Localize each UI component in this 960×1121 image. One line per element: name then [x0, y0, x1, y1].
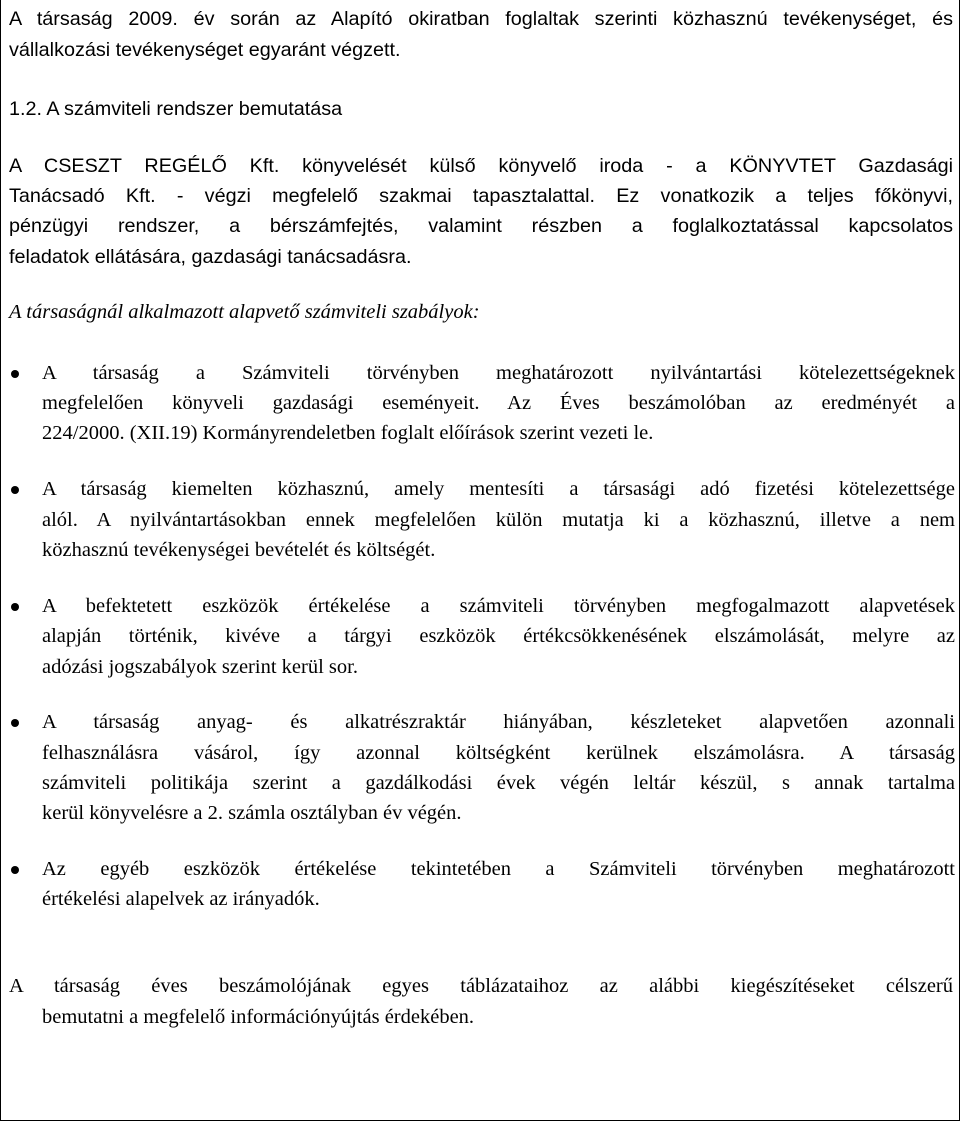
bullet-3-line-1: A befektetett eszközök értékelése a számviteli törvényben megfogalmazott alapvetések [42, 595, 955, 617]
accounting-line-3: pénzügyi rendszer, a bérszámfejtés, valamint részben a foglalkoztatással kapcsolatos [9, 215, 953, 237]
closing-line-1: A társaság éves beszámolójának egyes táblázataihoz az alábbi kiegészítéseket célszerű [9, 975, 953, 997]
bullet-dot [11, 866, 19, 874]
bullet-1-line-3: 224/2000. (XII.19) Kormányrendeletben foglalt előírások szerint vezeti le. [42, 422, 654, 444]
bullet-dot [11, 486, 19, 494]
bullet-2-line-2: alól. A nyilvántartásokban ennek megfelelően külön mutatja ki a közhasznú, illetve a nem [42, 509, 955, 531]
bullet-dot [11, 603, 19, 611]
rules-heading: A társaságnál alkalmazott alapvető számviteli szabályok: [9, 301, 480, 323]
bullet-1-line-1: A társaság a Számviteli törvényben meghatározott nyilvántartási kötelezettségeknek [42, 362, 955, 384]
section-heading: 1.2. A számviteli rendszer bemutatása [9, 98, 343, 120]
bullet-4-line-2: felhasználásra vásárol, így azonnal költségként kerülnek elszámolásra. A társaság [42, 742, 955, 764]
bullet-4-line-1: A társaság anyag- és alkatrészraktár hiányában, készleteket alapvetően azonnali [42, 711, 955, 733]
bullet-2-line-1: A társaság kiemelten közhasznú, amely mentesíti a társasági adó fizetési kötelezettsége [42, 478, 955, 500]
bullet-4-line-4: kerül könyvelésre a 2. számla osztályban év végén. [42, 802, 462, 824]
bullet-3-line-2: alapján történik, kivéve a tárgyi eszközök értékcsökkenésének elszámolását, melyre az [42, 625, 955, 647]
bullet-3-line-3: adózási jogszabályok szerint kerül sor. [42, 656, 358, 678]
bullet-dot [11, 370, 19, 378]
closing-line-2: bemutatni a megfelelő információnyújtás érdekében. [42, 1006, 475, 1028]
accounting-line-4: feladatok ellátására, gazdasági tanácsadásra. [9, 246, 412, 268]
intro-line-2: vállalkozási tevékenységet egyaránt végzett. [9, 39, 401, 61]
bullet-1-line-2: megfelelően könyveli gazdasági eseményeit. Az Éves beszámolóban az eredményét a [42, 392, 955, 414]
bullet-5-line-1: Az egyéb eszközök értékelése tekintetében a Számviteli törvényben meghatározott [42, 858, 955, 880]
intro-line-1: A társaság 2009. év során az Alapító okiratban foglaltak szerinti közhasznú tevékenységet, és [9, 8, 953, 30]
bullet-5-line-2: értékelési alapelvek az irányadók. [42, 888, 320, 910]
bullet-4-line-3: számviteli politikája szerint a gazdálkodási évek végén leltár készül, s annak tartalma [42, 772, 955, 794]
accounting-line-2: Tanácsadó Kft. - végzi megfelelő szakmai tapasztalattal. Ez vonatkozik a teljes főkönyvi, [9, 185, 953, 207]
bullet-dot [11, 719, 19, 727]
bullet-2-line-3: közhasznú tevékenységei bevételét és költségét. [42, 539, 436, 561]
accounting-line-1: A CSESZT REGÉLŐ Kft. könyvelését külső könyvelő iroda - a KÖNYVTET Gazdasági [9, 155, 953, 177]
